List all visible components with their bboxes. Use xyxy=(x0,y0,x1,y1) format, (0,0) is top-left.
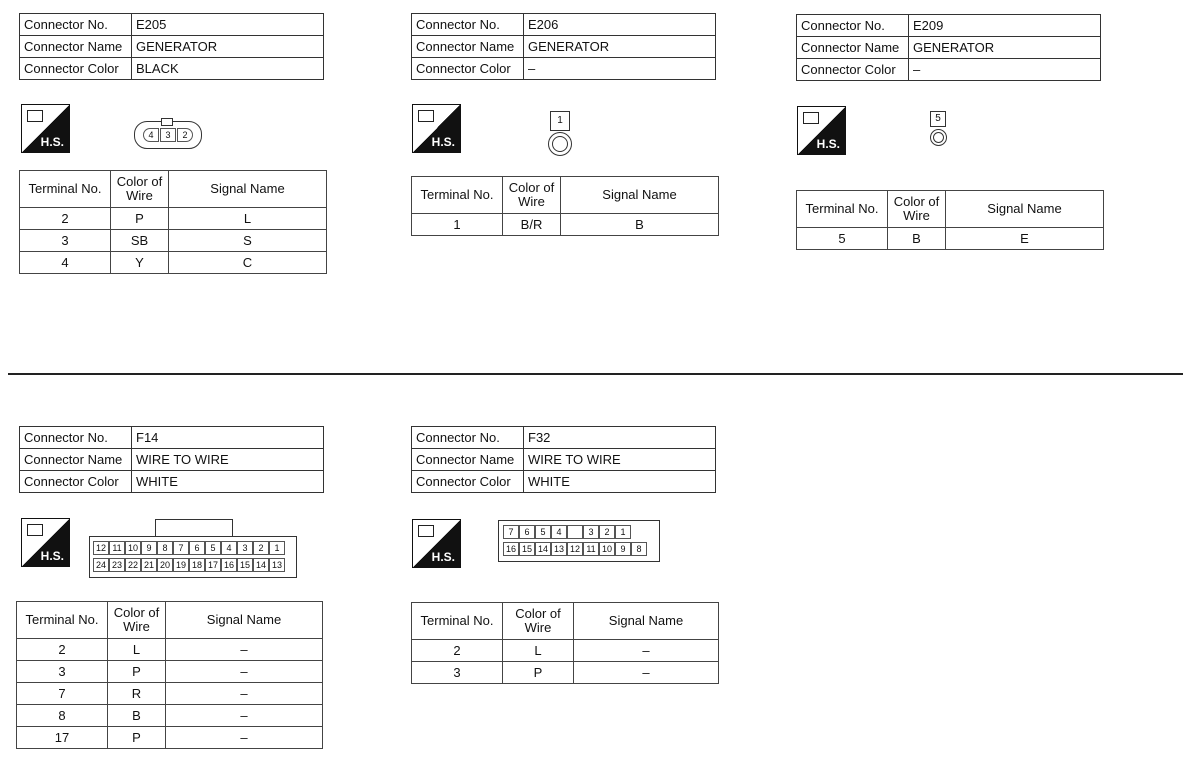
connector-info-table xyxy=(411,426,716,493)
terminal-cell: 10 xyxy=(599,542,615,556)
terminal-cell: 1 xyxy=(269,541,285,555)
connector-name-value: GENERATOR xyxy=(524,36,716,58)
connector-no-value: F14 xyxy=(132,427,324,449)
terminal-cell: 13 xyxy=(551,542,567,556)
connector-name-value: WIRE TO WIRE xyxy=(132,449,324,471)
connector-symbol-icon xyxy=(27,110,43,122)
connector-no-label: Connector No. xyxy=(797,15,909,37)
connector-block-e209 xyxy=(796,14,1106,259)
signal-name-cell: B xyxy=(561,214,719,236)
terminal-cell: 9 xyxy=(141,541,157,555)
terminal-cell: 4 xyxy=(551,525,567,539)
connector-color-value: WHITE xyxy=(132,471,324,493)
signal-name-header: Signal Name xyxy=(574,603,719,640)
color-of-wire-header: Color of Wire xyxy=(503,177,561,214)
terminal-row-bottom xyxy=(503,542,655,556)
signal-name-cell: L xyxy=(169,208,327,230)
wire-color-cell: P xyxy=(108,661,166,683)
connector-color-value: BLACK xyxy=(132,58,324,80)
terminal-cell: 23 xyxy=(109,558,125,572)
signal-name-cell: C xyxy=(169,252,327,274)
signal-name-header: Signal Name xyxy=(561,177,719,214)
terminal-cell: 14 xyxy=(253,558,269,572)
connector-name-label: Connector Name xyxy=(412,36,524,58)
terminal-no-cell: 3 xyxy=(412,662,503,684)
terminal-no-cell: 2 xyxy=(20,208,111,230)
harness-side-icon xyxy=(412,519,461,568)
color-of-wire-header: Color of Wire xyxy=(111,171,169,208)
terminal-cell: 4 xyxy=(143,128,159,142)
table-row xyxy=(17,639,323,661)
color-of-wire-header: Color of Wire xyxy=(108,602,166,639)
terminal-no-header: Terminal No. xyxy=(412,603,503,640)
terminal-row-bottom xyxy=(93,558,293,572)
wire-color-cell: L xyxy=(503,640,574,662)
terminal-cell: 21 xyxy=(141,558,157,572)
connector-color-label: Connector Color xyxy=(412,58,524,80)
connector-block-e206 xyxy=(411,13,721,243)
terminal-cell: 11 xyxy=(583,542,599,556)
connector-no-value: E206 xyxy=(524,14,716,36)
terminal-cell: 6 xyxy=(189,541,205,555)
terminal-number-box: 1 xyxy=(550,111,570,131)
connector-symbol-icon xyxy=(803,112,819,124)
table-row xyxy=(20,230,327,252)
terminal-cell: 5 xyxy=(535,525,551,539)
table-row xyxy=(797,228,1104,250)
terminal-no-cell: 7 xyxy=(17,683,108,705)
connector-color-value: WHITE xyxy=(524,471,716,493)
connector-name-label: Connector Name xyxy=(412,449,524,471)
signal-name-cell: – xyxy=(574,640,719,662)
terminal-cell: 20 xyxy=(157,558,173,572)
terminal-no-header: Terminal No. xyxy=(797,191,888,228)
table-row xyxy=(412,640,719,662)
hs-label: H.S. xyxy=(431,550,455,564)
table-row xyxy=(17,727,323,749)
signal-name-cell: – xyxy=(166,639,323,661)
terminal-ring-inner xyxy=(933,132,944,143)
connector-face xyxy=(134,121,202,149)
signal-name-header: Signal Name xyxy=(169,171,327,208)
hs-label: H.S. xyxy=(40,549,64,563)
connector-color-label: Connector Color xyxy=(797,59,909,81)
connector-color-label: Connector Color xyxy=(20,58,132,80)
connector-symbol-icon xyxy=(418,110,434,122)
terminal-cell: 19 xyxy=(173,558,189,572)
terminal-cell: 15 xyxy=(237,558,253,572)
connector-key-slot xyxy=(567,525,583,539)
hs-label: H.S. xyxy=(816,137,840,151)
connector-face xyxy=(498,520,660,562)
terminal-table xyxy=(19,170,327,274)
terminal-cell: 14 xyxy=(535,542,551,556)
section-divider xyxy=(8,373,1183,375)
connector-info-table xyxy=(19,426,324,493)
terminal-cell: 18 xyxy=(189,558,205,572)
terminal-ring xyxy=(930,129,947,146)
terminal-cell: 17 xyxy=(205,558,221,572)
terminal-cell: 24 xyxy=(93,558,109,572)
terminal-cell: 4 xyxy=(221,541,237,555)
signal-name-header: Signal Name xyxy=(166,602,323,639)
terminal-number-box: 5 xyxy=(930,111,946,127)
terminal-no-cell: 1 xyxy=(412,214,503,236)
table-row xyxy=(17,661,323,683)
connector-no-label: Connector No. xyxy=(20,14,132,36)
wire-color-cell: L xyxy=(108,639,166,661)
terminal-no-cell: 2 xyxy=(17,639,108,661)
connector-info-table xyxy=(796,14,1101,81)
connector-color-value: – xyxy=(524,58,716,80)
signal-name-cell: E xyxy=(946,228,1104,250)
terminal-no-cell: 5 xyxy=(797,228,888,250)
terminal-cell: 3 xyxy=(583,525,599,539)
wire-color-cell: R xyxy=(108,683,166,705)
terminal-cell: 9 xyxy=(615,542,631,556)
connector-block-e205 xyxy=(19,13,329,283)
connector-symbol-icon xyxy=(27,524,43,536)
signal-name-cell: – xyxy=(166,727,323,749)
terminal-cell: 22 xyxy=(125,558,141,572)
connector-no-label: Connector No. xyxy=(412,427,524,449)
hs-label: H.S. xyxy=(431,135,455,149)
terminal-cell: 2 xyxy=(177,128,193,142)
terminal-no-cell: 2 xyxy=(412,640,503,662)
table-row xyxy=(17,705,323,727)
terminal-cell: 3 xyxy=(237,541,253,555)
connector-no-label: Connector No. xyxy=(412,14,524,36)
terminal-cell: 10 xyxy=(125,541,141,555)
connector-face xyxy=(89,536,297,578)
harness-side-icon xyxy=(21,104,70,153)
wire-color-cell: B xyxy=(108,705,166,727)
terminal-cell: 13 xyxy=(269,558,285,572)
terminal-cell: 3 xyxy=(160,128,176,142)
signal-name-cell: – xyxy=(166,661,323,683)
wire-color-cell: Y xyxy=(111,252,169,274)
wire-color-cell: P xyxy=(111,208,169,230)
terminal-no-cell: 3 xyxy=(17,661,108,683)
terminal-table xyxy=(411,602,719,684)
connector-name-label: Connector Name xyxy=(20,449,132,471)
connector-block-f32 xyxy=(411,426,723,696)
connector-block-f14 xyxy=(19,426,331,761)
wire-color-cell: P xyxy=(503,662,574,684)
connector-color-label: Connector Color xyxy=(412,471,524,493)
terminal-no-cell: 3 xyxy=(20,230,111,252)
terminal-cell: 11 xyxy=(109,541,125,555)
connector-info-table xyxy=(19,13,324,80)
wire-color-cell: P xyxy=(108,727,166,749)
terminal-cell: 2 xyxy=(599,525,615,539)
table-row xyxy=(412,214,719,236)
terminal-cell: 7 xyxy=(503,525,519,539)
connector-color-label: Connector Color xyxy=(20,471,132,493)
table-row xyxy=(412,662,719,684)
terminal-row-top xyxy=(503,525,655,539)
connector-name-value: GENERATOR xyxy=(132,36,324,58)
terminal-cell: 1 xyxy=(615,525,631,539)
terminal-cell: 6 xyxy=(519,525,535,539)
terminal-cell: 16 xyxy=(503,542,519,556)
terminal-table xyxy=(411,176,719,236)
connector-no-value: E205 xyxy=(132,14,324,36)
terminal-row-top xyxy=(93,541,293,555)
signal-name-cell: – xyxy=(166,683,323,705)
terminal-no-cell: 8 xyxy=(17,705,108,727)
connector-no-label: Connector No. xyxy=(20,427,132,449)
terminal-no-cell: 4 xyxy=(20,252,111,274)
connector-color-value: – xyxy=(909,59,1101,81)
connector-name-label: Connector Name xyxy=(797,37,909,59)
connector-name-label: Connector Name xyxy=(20,36,132,58)
terminal-cell: 8 xyxy=(631,542,647,556)
table-row xyxy=(20,208,327,230)
terminal-no-cell: 17 xyxy=(17,727,108,749)
connector-name-value: GENERATOR xyxy=(909,37,1101,59)
connector-no-value: F32 xyxy=(524,427,716,449)
signal-name-cell: – xyxy=(166,705,323,727)
terminal-cell: 5 xyxy=(205,541,221,555)
connector-no-value: E209 xyxy=(909,15,1101,37)
terminal-ring xyxy=(548,132,572,156)
connector-symbol-icon xyxy=(418,525,434,537)
table-row xyxy=(20,252,327,274)
terminal-cell: 8 xyxy=(157,541,173,555)
terminal-table xyxy=(16,601,323,749)
color-of-wire-header: Color of Wire xyxy=(503,603,574,640)
terminal-cell: 15 xyxy=(519,542,535,556)
connector-latch xyxy=(161,118,173,126)
connector-info-table xyxy=(411,13,716,80)
connector-name-value: WIRE TO WIRE xyxy=(524,449,716,471)
wire-color-cell: SB xyxy=(111,230,169,252)
terminal-cell: 12 xyxy=(567,542,583,556)
terminal-no-header: Terminal No. xyxy=(20,171,111,208)
terminal-table xyxy=(796,190,1104,250)
wire-color-cell: B xyxy=(888,228,946,250)
terminal-no-header: Terminal No. xyxy=(412,177,503,214)
terminal-cell: 16 xyxy=(221,558,237,572)
harness-side-icon xyxy=(21,518,70,567)
terminal-cell: 12 xyxy=(93,541,109,555)
signal-name-cell: – xyxy=(574,662,719,684)
terminal-no-header: Terminal No. xyxy=(17,602,108,639)
color-of-wire-header: Color of Wire xyxy=(888,191,946,228)
terminal-cell: 7 xyxy=(173,541,189,555)
hs-label: H.S. xyxy=(40,135,64,149)
terminal-ring-inner xyxy=(552,136,568,152)
signal-name-cell: S xyxy=(169,230,327,252)
table-row xyxy=(17,683,323,705)
wire-color-cell: B/R xyxy=(503,214,561,236)
terminal-cell: 2 xyxy=(253,541,269,555)
harness-side-icon xyxy=(797,106,846,155)
signal-name-header: Signal Name xyxy=(946,191,1104,228)
harness-side-icon xyxy=(412,104,461,153)
